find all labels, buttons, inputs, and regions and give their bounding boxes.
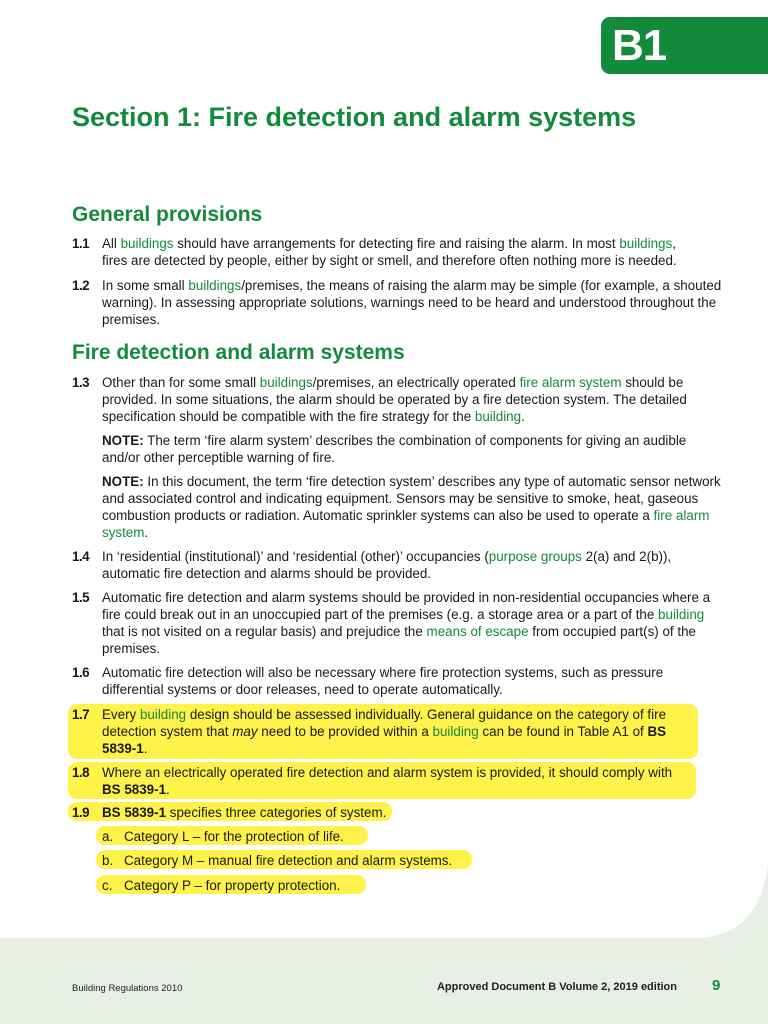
paragraph-number: 1.5 [72, 590, 90, 605]
text: specifies three categories of system. [166, 805, 387, 820]
term-link-building[interactable]: building [139, 707, 187, 722]
list-letter: a. [102, 829, 114, 844]
text: can be found in Table A1 of [478, 724, 648, 739]
paragraph-1-6 [72, 664, 722, 698]
note-text: The term ‘fire alarm system’ describes the combination of components for giving an audible and/or other perceptible warning of fire. [102, 433, 687, 465]
heading-fire-detection: Fire detection and alarm systems [72, 341, 405, 364]
text: 2(a) and 2(b)), automatic fire detection and alarms should be provided. [102, 549, 672, 581]
paragraph-1-9 [72, 804, 722, 821]
text: In some small [102, 278, 189, 293]
text: Where an electrically operated fire detection and alarm system is provided, it should comply with [102, 765, 673, 780]
list-letter: c. [102, 878, 113, 893]
paragraph-number: 1.3 [72, 375, 90, 390]
note-fire-detection-system [102, 473, 722, 541]
paragraph-number: 1.7 [72, 707, 90, 722]
footer-regulations: Building Regulations 2010 [72, 983, 183, 994]
term-link-buildings[interactable]: buildings [120, 236, 174, 251]
standard-reference: BS 5839-1 [102, 805, 167, 820]
page-number: 9 [712, 977, 721, 994]
paragraph-number: 1.4 [72, 549, 90, 564]
text: , [672, 236, 676, 251]
text: /premises, the means of raising the alarm may be simple (for example, a shouted warning). In assessing appropriate solutions, warnings need to be heard and understood throughout the premises. [102, 278, 722, 327]
paragraph-1-8 [72, 764, 722, 798]
note-label: NOTE: [102, 474, 144, 489]
paragraph-1-4 [72, 548, 722, 582]
text: Automatic fire detection will also be necessary where fire protection systems, such as pressure differential systems or door releases, need to operate automatically. [102, 665, 664, 697]
term-link-buildings[interactable]: buildings [259, 375, 313, 390]
term-link-means-of-escape[interactable]: means of escape [426, 624, 529, 639]
term-link-purpose-groups[interactable]: purpose groups [488, 549, 582, 564]
text: /premises, an electrically operated [312, 375, 520, 390]
paragraph-1-1 [72, 235, 722, 269]
text: . [166, 782, 170, 797]
paragraph-number: 1.2 [72, 278, 90, 293]
term-link-fire-alarm-system[interactable]: fire alarm system [519, 375, 622, 390]
list-text: Category L – for the protection of life. [124, 829, 344, 844]
text: . [144, 525, 149, 540]
term-link-fire-alarm-system[interactable]: fire alarm system [102, 508, 710, 540]
term-link-building[interactable]: building [432, 724, 479, 739]
paragraph-number: 1.1 [72, 236, 90, 251]
term-link-building[interactable]: building [474, 409, 522, 424]
emphasis-may: may [232, 724, 258, 739]
section-title: Section 1: Fire detection and alarm systems [72, 102, 637, 132]
paragraph-1-2 [72, 277, 722, 328]
text: . [143, 741, 148, 756]
text: that is not visited on a regular basis) and prejudice the [102, 624, 427, 639]
text: Every [102, 707, 140, 722]
text: Other than for some small [102, 375, 260, 390]
list-letter: b. [102, 853, 114, 868]
text: Automatic fire detection and alarm systems should be provided in non-residential occupancies where a fire could break out in an unoccupied part of the premises (e.g. a storage area or a part of the [102, 590, 711, 622]
section-tab: B1 [601, 17, 768, 74]
text: need to be provided within a [257, 724, 433, 739]
text: All [102, 236, 121, 251]
text: design should be assessed individually. General guidance on the category of fire detection system that [102, 707, 667, 739]
list-text: Category M – manual fire detection and alarm systems. [124, 853, 453, 868]
footer-curve-decoration [0, 864, 768, 944]
heading-general-provisions: General provisions [72, 203, 263, 226]
term-link-buildings[interactable]: buildings [188, 278, 242, 293]
note-label: NOTE: [102, 433, 144, 448]
paragraph-number: 1.6 [72, 665, 90, 680]
text: from occupied part(s) of the premises. [102, 624, 696, 656]
text: . [521, 409, 525, 424]
list-item [102, 828, 344, 845]
note-text: In this document, the term ‘fire detection system’ describes any type of automatic sensor network and associated control and indicating equipment. Sensors may be sensitive to smoke, heat, gaseous combustion products or radiation. Automatic sprinkler systems can also be used to operate a [102, 474, 721, 523]
term-link-building[interactable]: building [658, 607, 705, 622]
paragraph-1-5 [72, 589, 722, 657]
text: In ‘residential (institutional)’ and ‘residential (other)’ occupancies ( [102, 549, 489, 564]
footer-document-title: Approved Document B Volume 2, 2019 edition [436, 981, 677, 993]
paragraph-number: 1.8 [72, 765, 90, 780]
text: should have arrangements for detecting fire and raising the alarm. In most [173, 236, 620, 251]
paragraph-1-3 [72, 374, 722, 425]
text: fires are detected by people, either by sight or smell, and therefore often nothing more is needed. [102, 253, 677, 268]
paragraph-1-7 [72, 706, 722, 757]
term-link-buildings[interactable]: buildings [619, 236, 673, 251]
standard-reference: BS 5839-1 [102, 724, 667, 756]
note-fire-alarm-system [102, 432, 722, 466]
list-text: Category P – for property protection. [124, 878, 341, 893]
paragraph-number: 1.9 [72, 805, 90, 820]
text: should be provided. In some situations, the alarm should be operated by a fire detection system. The detailed specification should be compatible with the fire strategy for the [102, 375, 687, 424]
standard-reference: BS 5839-1 [102, 782, 167, 797]
